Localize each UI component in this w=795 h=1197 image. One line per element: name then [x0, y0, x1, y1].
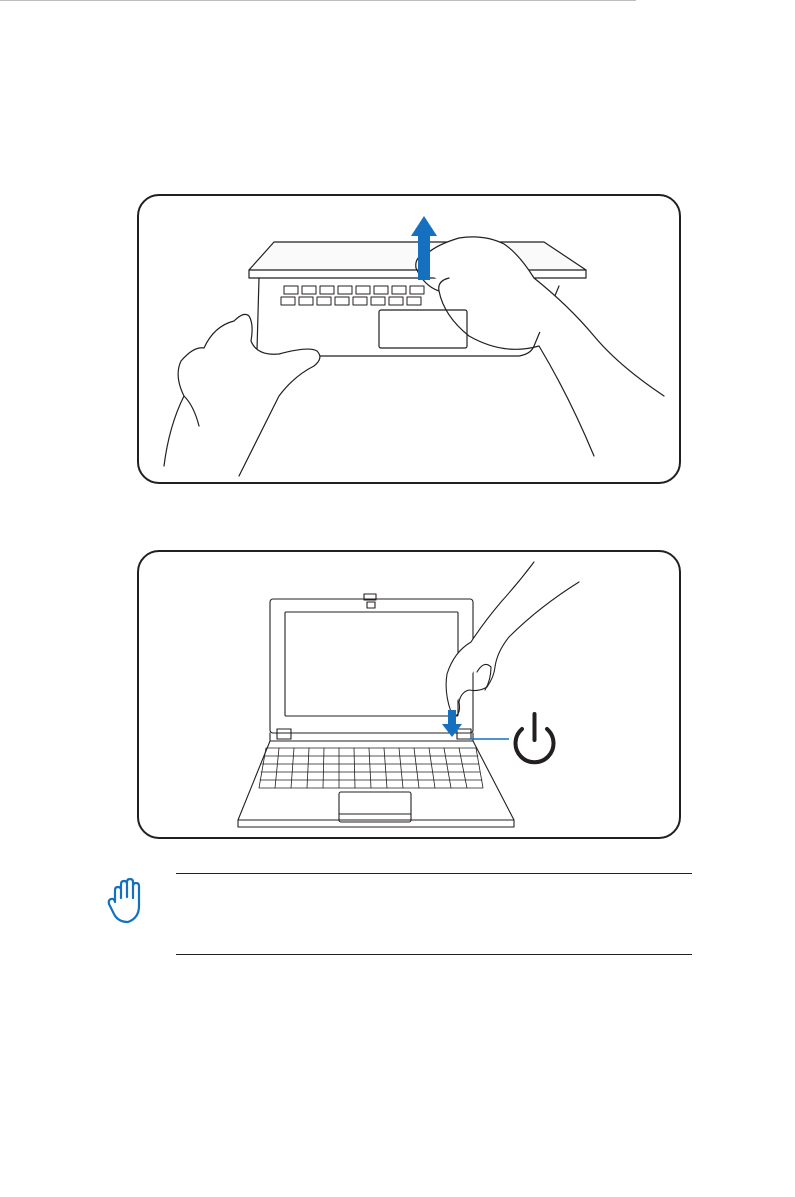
- laptop-power-drawing: [139, 552, 679, 837]
- power-icon: [516, 714, 554, 762]
- open-lid-illustration: [137, 194, 681, 484]
- note-bottom-rule: [176, 954, 692, 955]
- note-top-rule: [176, 873, 692, 874]
- caution-hand-icon: [106, 878, 150, 924]
- footer-rule: [0, 0, 636, 1]
- laptop-lid-open-drawing: [139, 196, 679, 482]
- left-hand-outline: [164, 314, 320, 476]
- power-on-illustration: [137, 550, 681, 839]
